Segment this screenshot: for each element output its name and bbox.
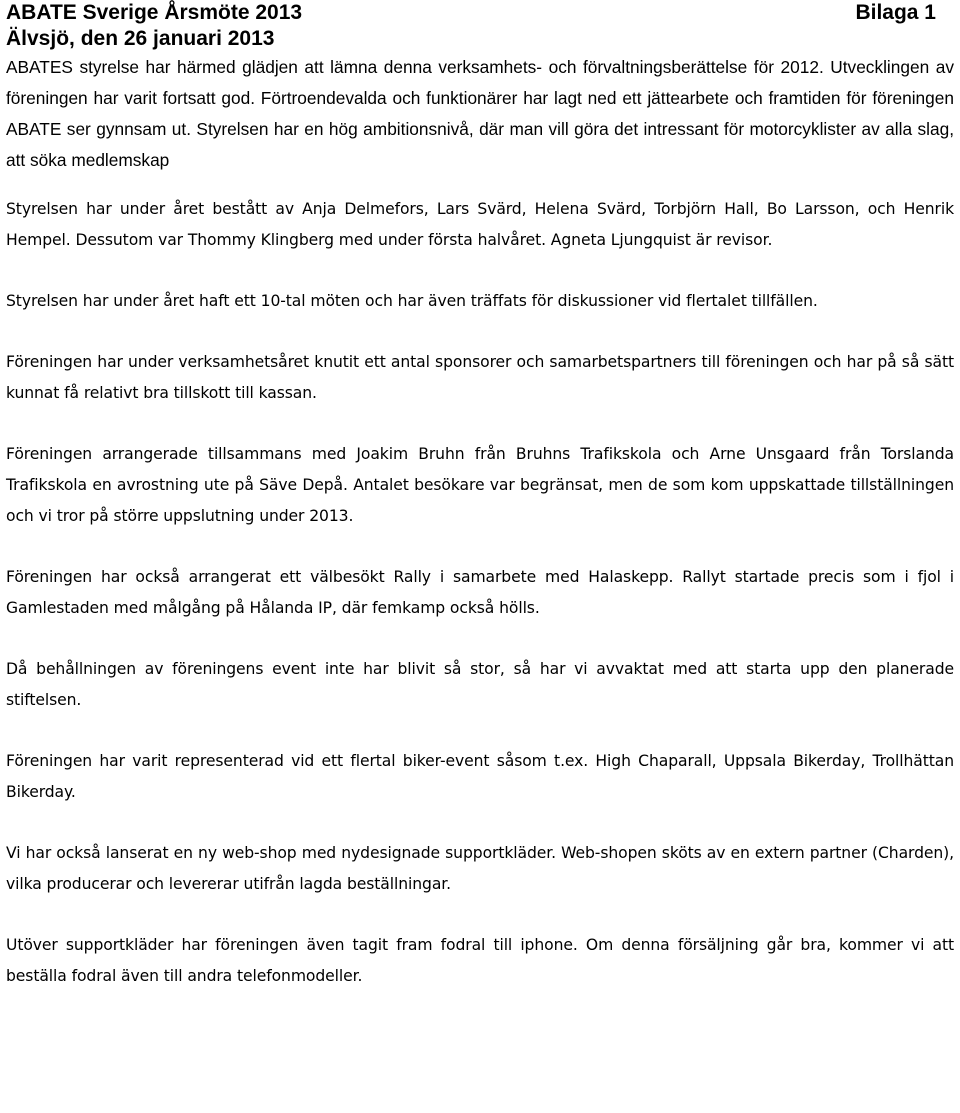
header-title-row bbox=[6, 0, 954, 26]
attachment-label: Bilaga 1 bbox=[855, 1, 936, 24]
paragraph-avrostning: Föreningen arrangerade tillsammans med Joakim Bruhn från Bruhns Trafikskola och Arne Unsgaard från Torslanda Trafikskola en avrostning ute på Säve Depå. Antalet besökare var begränsat, men de som kom uppskattade tillställningen och vi tror på större uppslutning under 2013. bbox=[6, 445, 954, 525]
paragraph-board: Styrelsen har under året bestått av Anja Delmefors, Lars Svärd, Helena Svärd, Torbjörn Hall, Bo Larsson, och Henrik Hempel. Dessutom var Thommy Klingberg med under första halvåret. Agneta Ljungquist är revisor. bbox=[6, 200, 954, 249]
intro-text: ABATES styrelse har härmed glädjen att lämna denna verksamhets- och förvaltningsberättelse för 2012. Utvecklingen av föreningen har varit fortsatt god. Förtroendevalda och funktionärer har lagt ned ett jättearbete och framtiden för föreningen ABATE ser gynnsam ut. bbox=[6, 57, 954, 139]
paragraph-iphone-cases: Utöver supportkläder har föreningen även tagit fram fodral till iphone. Om denna försäljning går bra, kommer vi att beställa fodral även till andra telefonmodeller. bbox=[6, 936, 954, 985]
paragraph-webshop: Vi har också lanserat en ny web-shop med nydesignade supportkläder. Web-shopen sköts av en extern partner (Charden), vilka producerar och levererar utifrån lagda beställningar. bbox=[6, 844, 954, 893]
paragraph-foundation: Då behållningen av föreningens event inte har blivit så stor, så har vi avvaktat med att starta upp den planerade stiftelsen. bbox=[6, 660, 954, 709]
paragraph-sponsors: Föreningen har under verksamhetsåret knutit ett antal sponsorer och samarbetspartners till föreningen och har på så sätt kunnat få relativt bra tillskott till kassan. bbox=[6, 353, 954, 402]
paragraph-meetings: Styrelsen har under året haft ett 10-tal möten och har även träffats för diskussioner vid flertalet tillfällen. bbox=[6, 292, 818, 310]
document-page bbox=[6, 0, 954, 1022]
intro-paragraph bbox=[6, 52, 954, 176]
location-date: Älvsjö, den 26 januari 2013 bbox=[6, 27, 275, 50]
paragraph-events: Föreningen har varit representerad vid ett flertal biker-event såsom t.ex. High Chaparall, Uppsala Bikerday, Trollhättan Bikerday. bbox=[6, 752, 954, 801]
intro-text-continued: Styrelsen har en hög ambitionsnivå, där man vill göra det intressant för motorcyklister av alla slag, att söka medlemskap bbox=[6, 119, 955, 170]
paragraph-rally: Föreningen har också arrangerat ett välbesökt Rally i samarbete med Halaskepp. Rallyt startade precis som i fjol i Gamlestaden med målgång på Hålanda IP, där femkamp också hölls. bbox=[6, 568, 954, 617]
document-header bbox=[6, 0, 954, 52]
document-title: ABATE Sverige Årsmöte 2013 bbox=[6, 1, 303, 24]
